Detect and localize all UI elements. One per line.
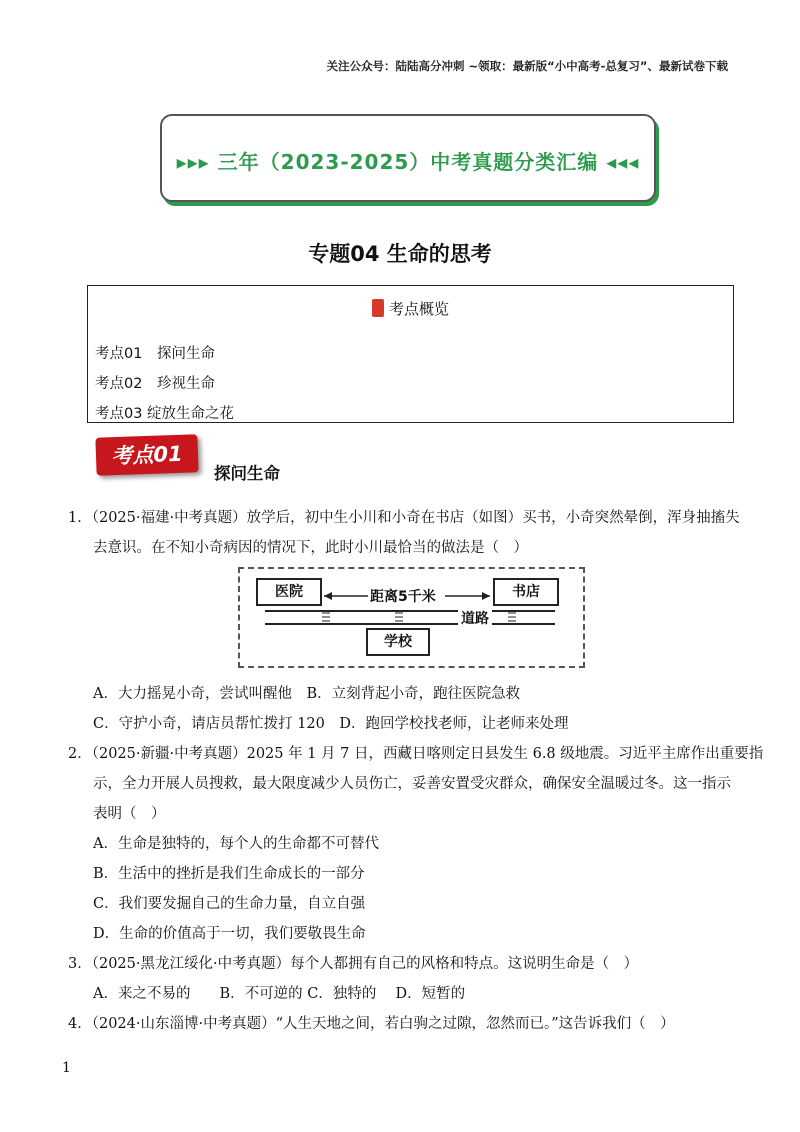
section-tag-text: 考点01 [110, 441, 184, 469]
overview-heading [88, 298, 733, 319]
title-banner [160, 114, 656, 202]
page-title: 专题04 生命的思考 [308, 242, 492, 266]
q2-line2: 示，全力开展人员搜救，最大限度减少人员伤亡，妥善安置受灾群众，确保安全温暖过冬。这一指示 [93, 776, 731, 792]
q2-line3: 表明（ ） [93, 806, 166, 822]
q3-line1: 3．（2025·黑龙江绥化·中考真题）每个人都拥有自己的风格和特点。这说明生命是（ ） [68, 956, 639, 972]
section-title: 探问生命 [214, 464, 280, 483]
book-icon [372, 299, 384, 317]
overview-box [87, 285, 734, 423]
q2-option-a: A．生命是独特的，每个人的生命都不可替代 [93, 836, 379, 852]
q3-options: A．来之不易的 B．不可逆的 C．独特的 D．短暂的 [93, 986, 466, 1002]
q2-option-b: B．生活中的挫折是我们生命成长的一部分 [93, 866, 365, 882]
header-notice: 关注公众号：陆陆高分冲刺 ~领取：最新版“小中高考-总复习”、最新试卷下载 [326, 59, 728, 73]
q2-option-c: C．我们要发掘自己的生命力量，自立自强 [93, 896, 366, 912]
hospital-box: 医院 [256, 578, 322, 606]
page-number: 1 [62, 1060, 71, 1076]
overview-item: 考点02 珍视生命 [95, 376, 215, 392]
school-box: 学校 [366, 628, 430, 656]
bookstore-box: 书店 [493, 578, 559, 606]
q2-option-d: D．生命的价值高于一切，我们要敬畏生命 [93, 926, 366, 942]
distance-label: 距离5千米 [370, 586, 436, 606]
q1-options-ab: A．大力摇晃小奇，尝试叫醒他 B．立刻背起小奇，跑往医院急救 [93, 686, 521, 702]
q1-line1: 1．（2025·福建·中考真题）放学后，初中生小川和小奇在书店（如图）买书，小奇突然晕倒，浑身抽搐失 [68, 510, 740, 526]
overview-item: 考点03 绽放生命之花 [95, 406, 235, 422]
q2-line1: 2．（2025·新疆·中考真题）2025 年 1 月 7 日，西藏日喀则定日县发生 6.8 级地震。习近平主席作出重要指 [68, 746, 764, 762]
overview-heading-text: 考点概览 [388, 300, 449, 318]
road-label: 道路 [458, 608, 492, 628]
section-tag [95, 434, 198, 476]
banner-text: ▸▸▸ 三年（2023-2025）中考真题分类汇编 ◂◂◂ [176, 150, 640, 174]
q1-line2: 去意识。在不知小奇病因的情况下，此时小川最恰当的做法是（ ） [93, 540, 528, 556]
q1-options-cd: C．守护小奇，请店员帮忙拨打 120 D．跑回学校找老师，让老师来处理 [93, 716, 569, 732]
overview-item: 考点01 探问生命 [95, 346, 215, 362]
map-diagram [238, 567, 585, 668]
q4-line1: 4．（2024·山东淄博·中考真题）“人生天地之间，若白驹之过隙，忽然而已。”这告诉我们（ ） [68, 1016, 675, 1032]
